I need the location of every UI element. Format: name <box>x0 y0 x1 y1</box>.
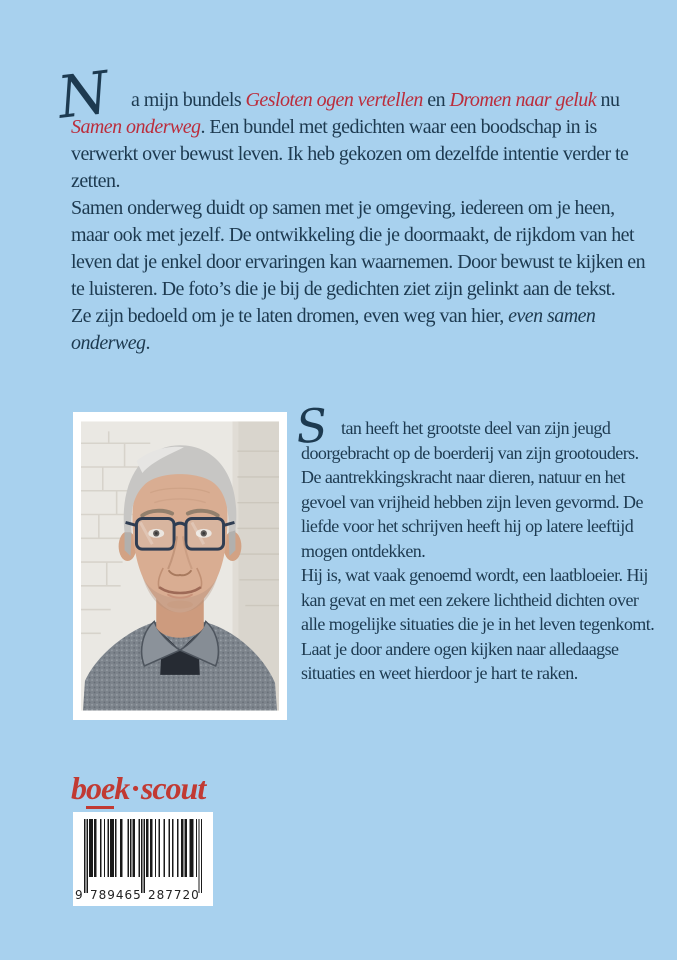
blurb-paragraph-3 <box>71 303 653 357</box>
blurb-text: nu <box>596 89 620 111</box>
logo-middle-dot: · <box>130 770 140 806</box>
isbn-digits <box>73 888 213 904</box>
logo-letters-oe-underlined: oe <box>86 770 114 809</box>
book-title-samen-onderweg: Samen onderweg <box>71 116 201 138</box>
logo-letter-b: b <box>71 770 86 806</box>
bio-paragraph-3: Hij is, wat vaak genoemd wordt, een laatbloeier. Hij kan gevat en met een zekere lichtheid dichten over alle mogelijke situaties die je in het leven tegenkomt. Laat je door andere ogen kijken naar alledaagse situaties en weet hierdoor je hart te raken. <box>301 565 655 683</box>
isbn-barcode <box>73 812 213 906</box>
blurb-text-italic: even samen onderweg <box>71 305 596 354</box>
author-photo <box>73 412 287 720</box>
blurb-text: . <box>145 332 150 354</box>
author-portrait-illustration <box>81 420 279 712</box>
blurb-text: . Een bundel met gedichten waar een boodschap in is verwerkt over bewust leven. Ik heb gekozen om dezelfde intentie verder te zetten. <box>71 116 629 192</box>
blurb-paragraph-1 <box>71 87 653 195</box>
barcode-bars <box>84 819 202 893</box>
isbn-digit-group-2: 789465 <box>90 888 142 902</box>
bio-paragraph-1: tan heeft het grootste deel van zijn jeugd doorgebracht op de boerderij van zijn grootouders. <box>301 418 639 463</box>
back-cover-blurb <box>54 58 653 357</box>
isbn-digit-group-1: 9 <box>75 888 84 902</box>
blurb-text: Ze zijn bedoeld om je te laten dromen, even weg van hier, <box>71 305 509 327</box>
logo-word-scout: scout <box>140 770 206 806</box>
logo-letter-k: k <box>114 770 130 806</box>
book-title-dromen-naar-geluk: Dromen naar geluk <box>449 89 597 111</box>
blurb-text: en <box>422 89 450 111</box>
book-title-gesloten-ogen-vertellen: Gesloten ogen vertellen <box>245 89 423 111</box>
bio-paragraph-2: De aantrekkingskracht naar dieren, natuur en het gevoel van vrijheid hebben zijn leven gevormd. De liefde voor het schrijven heeft hij op latere leeftijd mogen ontdekken. <box>301 467 643 561</box>
decorative-initial-s: S <box>294 397 329 455</box>
publisher-logo-boekscout <box>71 768 205 808</box>
blurb-paragraph-2: Samen onderweg duidt op samen met je omgeving, iedereen om je heen, maar ook met jezelf. De ontwikkeling die je doormaakt, de rijkdom van het leven dat je enkel door ervaringen kan waarnemen. Door bewust te kijken en te luisteren. De foto’s die je bij de gedichten ziet zijn gelinkt aan de tekst. <box>71 197 646 300</box>
author-bio <box>294 397 658 686</box>
isbn-digit-group-3: 287720 <box>148 888 200 902</box>
blurb-text: a mijn bundels <box>131 89 246 111</box>
decorative-initial-n: N <box>54 58 113 132</box>
